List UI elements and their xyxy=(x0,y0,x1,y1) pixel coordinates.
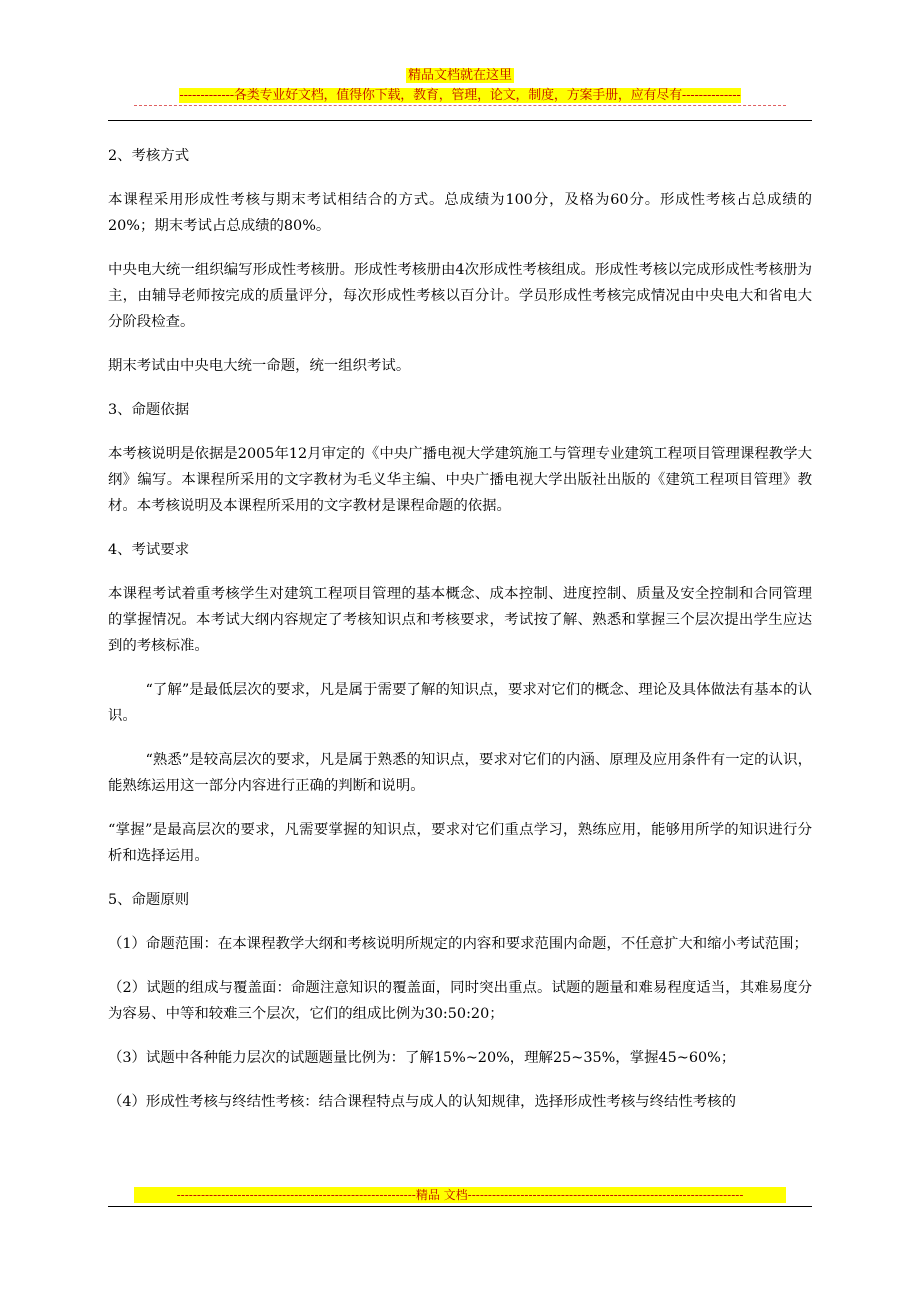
paragraph: 期末考试由中央电大统一命题，统一组织考试。 xyxy=(108,358,411,374)
header-title: 精品文档就在这里 xyxy=(407,68,512,83)
document-body xyxy=(108,143,812,1133)
header-rule xyxy=(108,120,812,121)
paragraph: 本考核说明是依据是2005年12月审定的《中央广播电视大学建筑施工与管理专业建筑工程项目管理课程教学大纲》编写。本课程所采用的文字教材为毛义华主编、中央广播电视大学出版社出版的《建筑工程项目管理》教材。本考核说明及本课程所采用的文字教材是课程命题的依据。 xyxy=(108,446,812,514)
section-heading: 5、命题原则 xyxy=(108,892,190,908)
paragraph: 本课程采用形成性考核与期末考试相结合的方式。总成绩为100分，及格为60分。形成性考核占总成绩的20%；期末考试占总成绩的80%。 xyxy=(108,192,812,234)
footer-rule xyxy=(108,1206,812,1207)
section-heading: 4、考试要求 xyxy=(108,542,190,558)
section-heading: 2、考核方式 xyxy=(108,148,190,164)
watermark: zixin.com.cn xyxy=(470,617,771,671)
header-subtitle: -------------各类专业好文档，值得你下载，教育，管理，论文，制度，方案手册，应有尽有-------------- xyxy=(179,88,741,103)
list-item: （1）命题范围：在本课程教学大纲和考核说明所规定的内容和要求范围内命题，不任意扩大和缩小考试范围； xyxy=(108,936,808,952)
footer-text: -----------------------------------------------------------精品 文档-------------------------------------------------------------------- xyxy=(134,1187,786,1203)
paragraph: “掌握”是最高层次的要求，凡需要掌握的知识点，要求对它们重点学习，熟练应用，能够用所学的知识进行分析和选择运用。 xyxy=(108,822,812,864)
list-item: （4）形成性考核与终结性考核：结合课程特点与成人的认知规律，选择形成性考核与终结性考核的 xyxy=(108,1094,736,1110)
paragraph: “熟悉”是较高层次的要求，凡是属于熟悉的知识点，要求对它们的内涵、原理及应用条件有一定的认识，能熟练运用这一部分内容进行正确的判断和说明。 xyxy=(108,752,812,794)
section-heading: 3、命题依据 xyxy=(108,402,190,418)
list-item: （3）试题中各种能力层次的试题题量比例为：了解15%~20%，理解25~35%，掌握45~60%； xyxy=(108,1050,736,1066)
list-item: （2）试题的组成与覆盖面：命题注意知识的覆盖面，同时突出重点。试题的题量和难易程度适当，其难易度分为容易、中等和较难三个层次，它们的组成比例为30:50:20； xyxy=(108,980,812,1022)
paragraph: “了解”是最低层次的要求，凡是属于需要了解的知识点，要求对它们的概念、理论及具体做法有基本的认识。 xyxy=(108,682,812,724)
paragraph: 本课程考试着重考核学生对建筑工程项目管理的基本概念、成本控制、进度控制、质量及安全控制和合同管理的掌握情况。本考试大纲内容规定了考核知识点和考核要求，考试按了解、熟悉和掌握三个层次提出学生应达到的考核标准。 xyxy=(108,586,812,654)
header-dashed-line xyxy=(134,105,786,116)
paragraph: 中央电大统一组织编写形成性考核册。形成性考核册由4次形成性考核组成。形成性考核以完成形成性考核册为主，由辅导老师按完成的质量评分，每次形成性考核以百分计。学员形成性考核完成情况由中央电大和省电大分阶段检查。 xyxy=(108,262,812,330)
